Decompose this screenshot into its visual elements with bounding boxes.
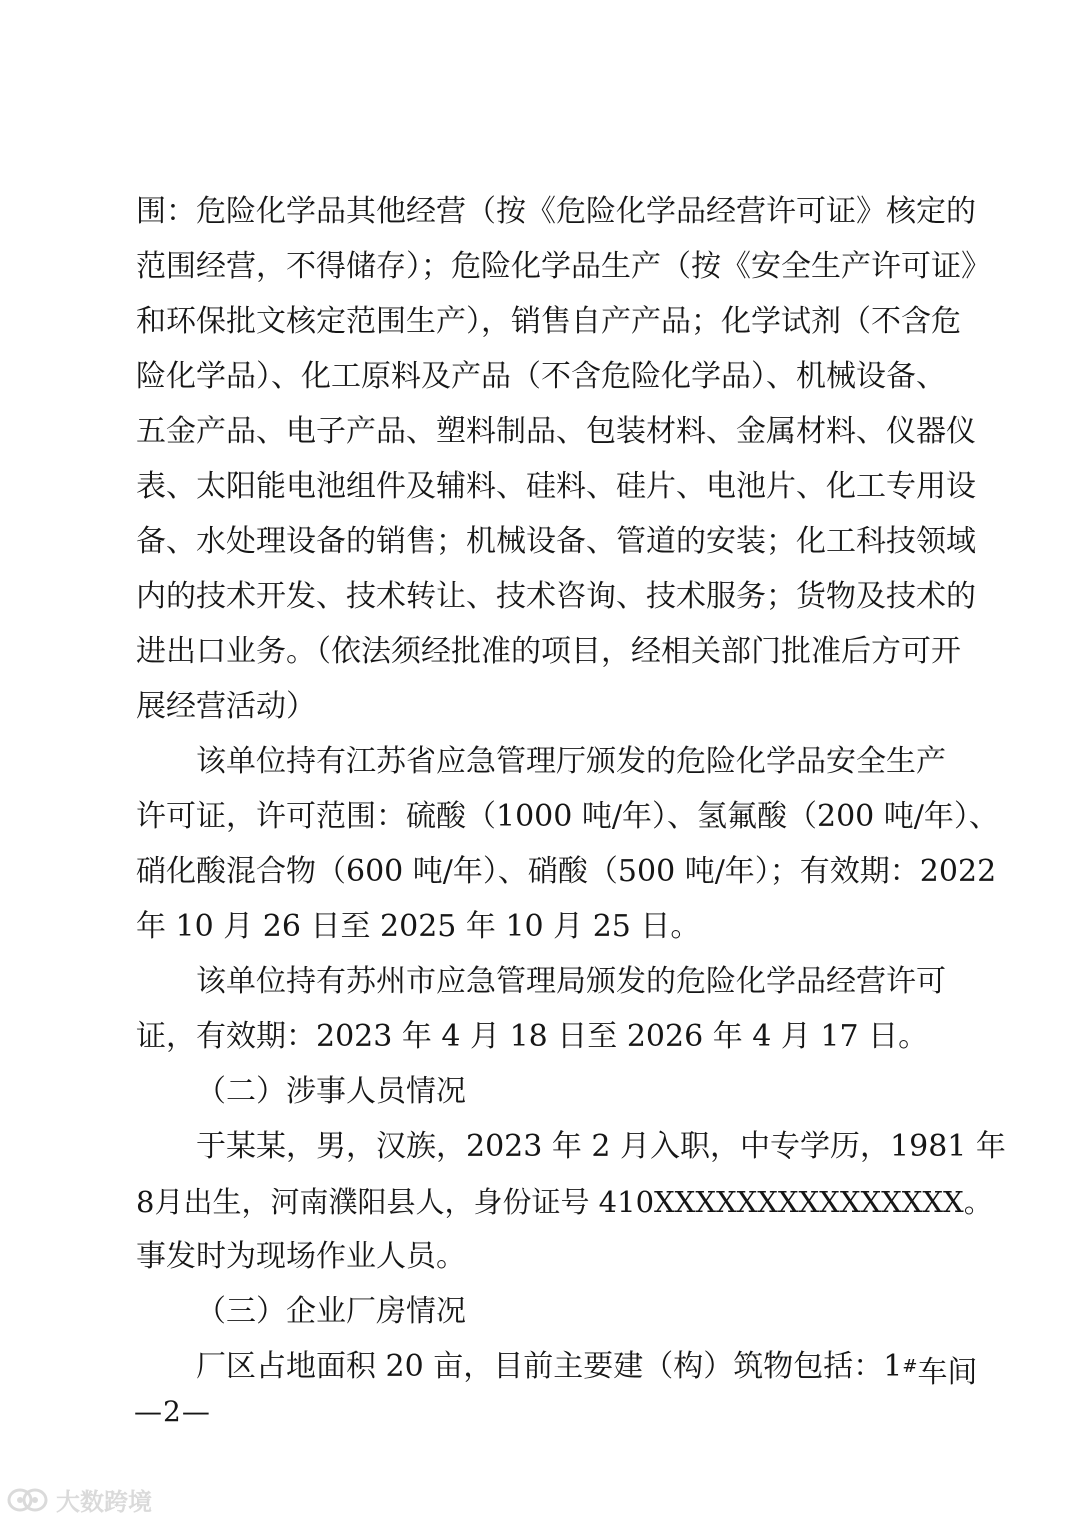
body-text-line: 险化学品）、化工原料及产品（不含危险化学品）、机械设备、 [136, 359, 946, 394]
body-text-line: 展经营活动） [136, 689, 316, 724]
watermark [6, 1482, 152, 1517]
last-line-end [902, 1347, 977, 1393]
body-text-line: 五金产品、电子产品、塑料制品、包装材料、金属材料、仪器仪 [136, 414, 976, 449]
watermark-logo-icon [6, 1485, 50, 1515]
body-text-line: 证，有效期：2023 年 4 月 18 日至 2026 年 4 月 17 日。 [136, 1019, 929, 1054]
paragraph-first-line [196, 1347, 978, 1393]
section-heading: （二）涉事人员情况 [196, 1074, 466, 1109]
body-text-line: 硝化酸混合物（600 吨/年）、硝酸（500 吨/年）；有效期：2022 [136, 854, 997, 889]
body-text-line: 备、水处理设备的销售；机械设备、管道的安装；化工科技领域 [136, 524, 976, 559]
paragraph-first-line: 该单位持有江苏省应急管理厅颁发的危险化学品安全生产 [196, 744, 946, 779]
body-text-line: 范围经营，不得储存）；危险化学品生产（按《安全生产许可证》 [136, 249, 991, 284]
last-line-tail: 车间 [917, 1355, 978, 1390]
body-text-line: 8月出生，河南濮阳县人，身份证号 410XXXXXXXXXXXXXXX。 [136, 1185, 993, 1219]
superscript-mark: # [902, 1356, 918, 1377]
body-text-line: 围：危险化学品其他经营（按《危险化学品经营许可证》核定的 [136, 194, 976, 229]
body-text-line: 事发时为现场作业人员。 [136, 1239, 466, 1274]
section-heading: （三）企业厂房情况 [196, 1294, 466, 1329]
last-line-text: 厂区占地面积 20 亩，目前主要建（构）筑物包括：1 [196, 1349, 903, 1384]
paragraph-first-line: 该单位持有苏州市应急管理局颁发的危险化学品经营许可 [196, 964, 946, 999]
body-text-line: 年 10 月 26 日至 2025 年 10 月 25 日。 [136, 909, 701, 944]
paragraph-first-line: 于某某，男，汉族，2023 年 2 月入职，中专学历，1981 年 [196, 1129, 1006, 1164]
page-number: —2— [134, 1395, 211, 1428]
body-text-line: 进出口业务。（依法须经批准的项目，经相关部门批准后方可开 [136, 634, 961, 669]
body-text-line: 许可证，许可范围：硫酸（1000 吨/年）、氢氟酸（200 吨/年）、 [136, 799, 999, 834]
body-text-line: 和环保批文核定范围生产），销售自产产品；化学试剂（不含危 [136, 304, 961, 339]
watermark-text: 大数跨境 [56, 1488, 152, 1516]
body-text-line: 表、太阳能电池组件及辅料、硅料、硅片、电池片、化工专用设 [136, 469, 976, 504]
body-text-line: 内的技术开发、技术转让、技术咨询、技术服务；货物及技术的 [136, 579, 976, 614]
